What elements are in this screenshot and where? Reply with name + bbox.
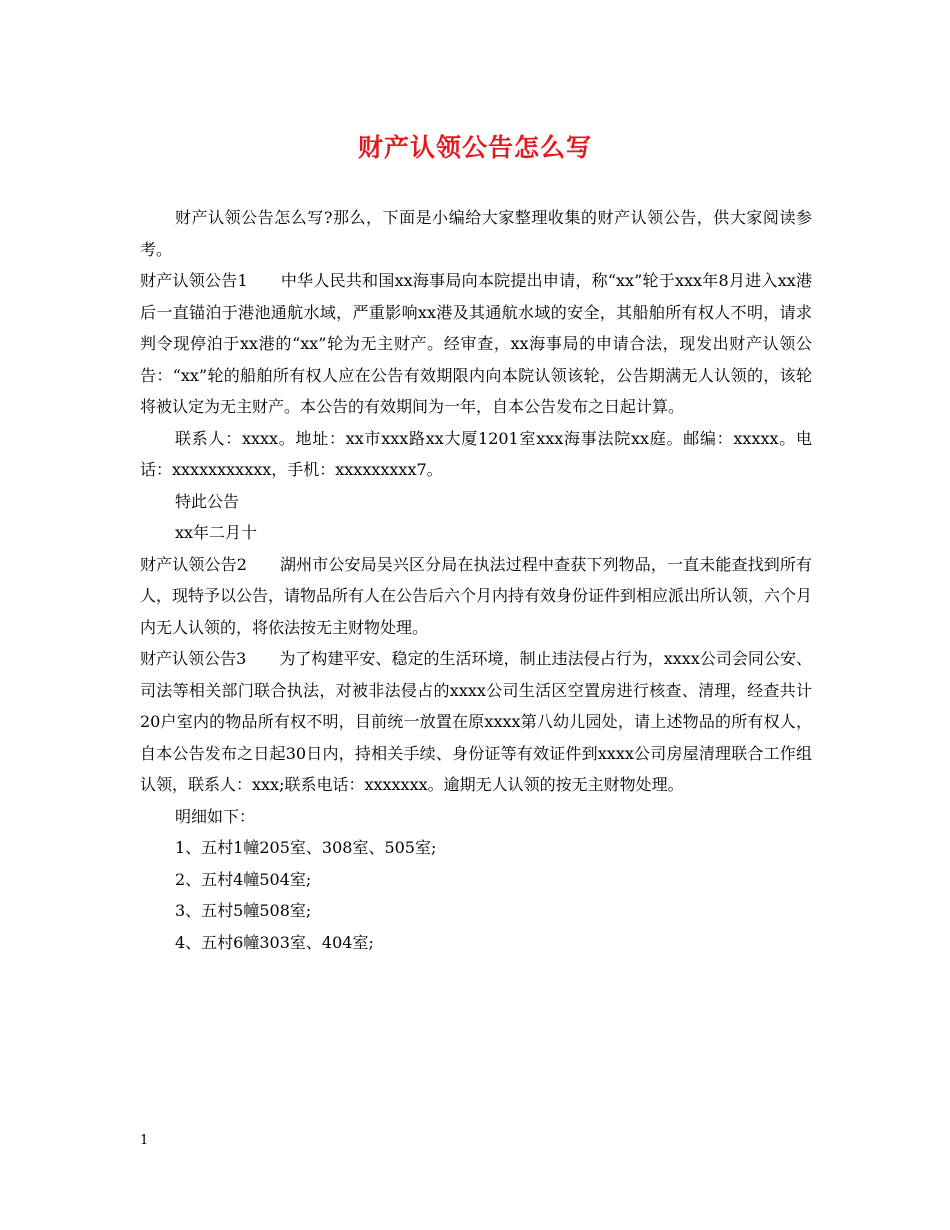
notice-1-label: 财产认领公告1 bbox=[140, 271, 248, 290]
special-notice-line: 特此公告 bbox=[175, 491, 240, 511]
detail-item: 2、五村4幢504室; bbox=[175, 869, 312, 889]
document-title: 财产认领公告怎么写 bbox=[357, 133, 592, 162]
detail-item: 1、五村1幢205室、308室、505室; bbox=[175, 838, 437, 857]
detail-item: 3、五村5幢508室; bbox=[175, 901, 312, 920]
date-line: xx年二月十 bbox=[175, 523, 258, 542]
notice-3-label: 财产认领公告3 bbox=[140, 649, 247, 668]
notice-1-text: 中华人民共和国xx海事局向本院提出申请，称“xx”轮于xxx年8月进入xx港后一直锚泊于港池通航水域，严重影响xx港及其通航水域的安全，其船舶所有权人不明，请求判令现停泊于xx港的“xx”轮为无主财产。经审查，xx海事局的申请合法，现发出财产认领公告：“xx”轮的船舶所有权人应在公告有效期限内向本院认领该轮，公告期满无人认领的，该轮将被认定为无主财产。本公告的有效期间为一年，自本公告发布之日起计算。 bbox=[140, 271, 812, 416]
notice-1-paragraph bbox=[140, 265, 812, 423]
notice-2-paragraph bbox=[140, 549, 812, 644]
details-heading: 明细如下： bbox=[175, 806, 256, 826]
document-body bbox=[140, 202, 812, 958]
notice-3-text: 为了构建平安、稳定的生活环境，制止违法侵占行为，xxxx公司会同公安、司法等相关部门联合执法，对被非法侵占的xxxx公司生活区空置房进行核查、清理，经查共计20户室内的物品所有权不明，目前统一放置在原xxxx第八幼儿园处，请上述物品的所有权人，自本公告发布之日起30日内，持相关手续、身份证等有效证件到xxxx公司房屋清理联合工作组认领，联系人：xxx;联系电话：xxxxxxx。逾期无人认领的按无主财物处理。 bbox=[140, 649, 812, 794]
intro-paragraph: 财产认领公告怎么写?那么，下面是小编给大家整理收集的财产认领公告，供大家阅读参考。 bbox=[140, 208, 812, 259]
detail-item: 4、五村6幢303室、404室; bbox=[175, 932, 374, 952]
notice-2-label: 财产认领公告2 bbox=[140, 554, 247, 574]
page-number: 1 bbox=[140, 1133, 149, 1148]
notice-3-paragraph bbox=[140, 643, 812, 801]
contact-paragraph: 联系人：xxxx。地址：xx市xxx路xx大厦1201室xxx海事法院xx庭。邮编：xxxxx。电话：xxxxxxxxxxx，手机：xxxxxxxxx7。 bbox=[140, 428, 812, 479]
notice-2-text: 湖州市公安局吴兴区分局在执法过程中查获下列物品，一直未能查找到所有人，现特予以公告，请物品所有人在公告后六个月内持有效身份证件到相应派出所认领，六个月内无人认领的，将依法按无主财物处理。 bbox=[140, 554, 813, 637]
